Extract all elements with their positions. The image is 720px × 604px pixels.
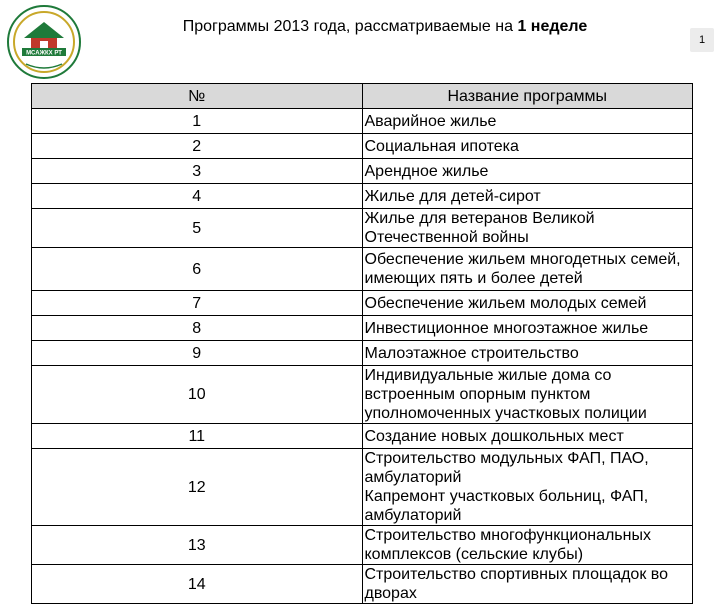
program-name — [362, 184, 693, 209]
row-number: 7 — [32, 291, 363, 316]
table-row — [32, 291, 693, 316]
column-header-name: Название программы — [362, 84, 693, 109]
program-name — [362, 366, 693, 424]
program-name-line: Арендное жилье — [364, 162, 489, 180]
table-row — [32, 316, 693, 341]
row-number: 11 — [32, 424, 363, 449]
table-row — [32, 209, 693, 248]
program-name — [362, 449, 693, 526]
program-name — [362, 526, 693, 565]
row-number: 12 — [32, 449, 363, 526]
table-row — [32, 526, 693, 565]
table-row — [32, 366, 693, 424]
program-name — [362, 248, 693, 291]
program-name-line: Малоэтажное строительство — [364, 344, 579, 362]
program-name — [362, 424, 693, 449]
page-title — [95, 18, 675, 36]
program-name-line: Инвестиционное многоэтажное жилье — [364, 319, 649, 337]
table-row — [32, 565, 693, 604]
table-header-row — [32, 84, 693, 109]
program-name — [362, 134, 693, 159]
table-row — [32, 424, 693, 449]
title-week: 1 неделе — [517, 18, 588, 35]
title-prefix: Программы 2013 года, рассматриваемые на — [182, 18, 513, 35]
table-row — [32, 184, 693, 209]
program-name-line: Жилье для ветеранов Великой Отечественной войны — [364, 210, 595, 246]
row-number: 1 — [32, 109, 363, 134]
program-name — [362, 565, 693, 604]
program-name-line: Обеспечение жильем молодых семей — [364, 294, 647, 312]
logo-text: МСАЖКХ РТ — [26, 50, 62, 57]
program-name-line: Создание новых дошкольных мест — [364, 427, 624, 445]
program-name — [362, 291, 693, 316]
program-name — [362, 209, 693, 248]
program-name — [362, 159, 693, 184]
program-name-line: Капремонт участковых больниц, ФАП, амбулаторий — [364, 488, 649, 524]
table-row — [32, 248, 693, 291]
ministry-logo — [4, 4, 84, 80]
table-row — [32, 109, 693, 134]
row-number: 14 — [32, 565, 363, 604]
row-number: 6 — [32, 248, 363, 291]
row-number: 5 — [32, 209, 363, 248]
table-row — [32, 449, 693, 526]
table-row — [32, 159, 693, 184]
row-number: 10 — [32, 366, 363, 424]
row-number: 3 — [32, 159, 363, 184]
program-name-line: Строительство спортивных площадок во дворах — [364, 566, 668, 602]
table-row — [32, 134, 693, 159]
program-name — [362, 341, 693, 366]
program-name-line: Индивидуальные жилые дома со встроенным опорным пунктом уполномоченных участковых полиции — [364, 367, 647, 422]
program-name-line: Строительство модульных ФАП, ПАО, амбулаторий — [364, 450, 649, 486]
row-number: 13 — [32, 526, 363, 565]
row-number: 2 — [32, 134, 363, 159]
row-number: 4 — [32, 184, 363, 209]
page-number: 1 — [690, 28, 714, 52]
program-name-line: Аварийное жилье — [364, 112, 497, 130]
program-name-line: Обеспечение жильем многодетных семей, имеющих пять и более детей — [364, 251, 681, 287]
program-name — [362, 316, 693, 341]
column-header-number: № — [32, 84, 363, 109]
program-name-line: Строительство многофункциональных комплексов (сельские клубы) — [364, 527, 651, 563]
row-number: 9 — [32, 341, 363, 366]
programs-table — [31, 83, 693, 604]
row-number: 8 — [32, 316, 363, 341]
program-name — [362, 109, 693, 134]
table-row — [32, 341, 693, 366]
program-name-line: Социальная ипотека — [364, 137, 519, 155]
program-name-line: Жилье для детей-сирот — [364, 187, 541, 205]
